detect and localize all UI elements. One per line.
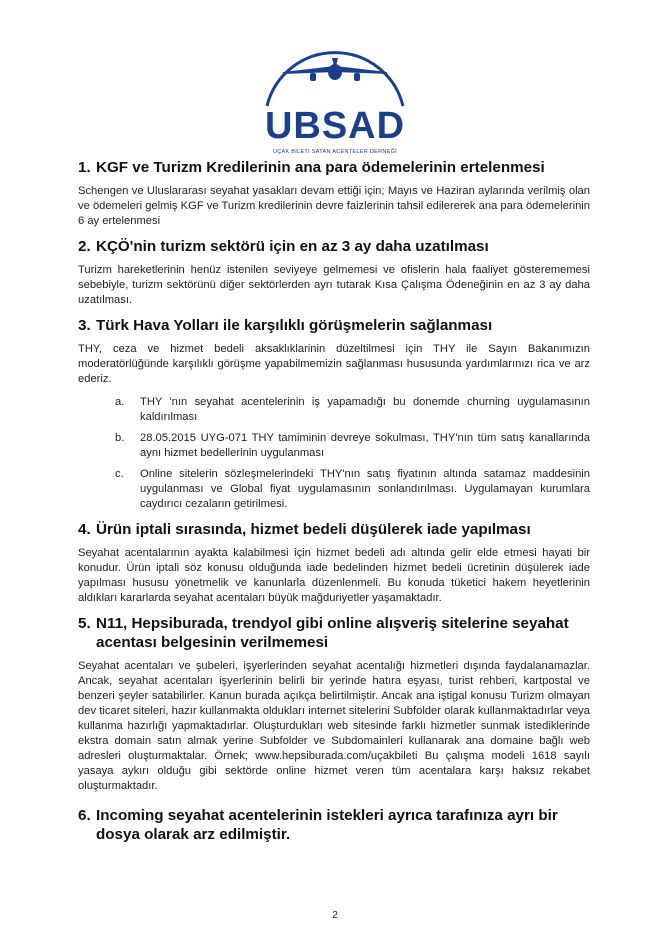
section-number: 3.	[78, 317, 91, 334]
section-number: 1.	[78, 159, 91, 176]
request-list	[78, 395, 590, 512]
list-marker: b.	[115, 432, 125, 444]
section-heading	[78, 158, 590, 177]
logo-name: UBSAD	[264, 105, 406, 147]
airplane-arc-icon	[255, 22, 415, 112]
section-title: N11, Hepsiburada, trendyol gibi online alışveriş sitelerine seyahat acentası belgesinin verilmemesi	[96, 615, 569, 651]
section-body: THY, ceza ve hizmet bedeli aksaklıklarinin düzeltilmesi için THY ile Sayın Bakanımızın moderatörlüğünde karşılıklı görüşme yapabilmemizin sağlanması hususunda yardımlarınızı rica ve arz ederiz.	[78, 343, 590, 385]
section-number: 4.	[78, 521, 91, 538]
section-number: 5.	[78, 615, 91, 632]
list-item-text: THY 'nın seyahat acentelerinin iş yapamadığı bu donemde churning uygulamasının kaldırılması	[140, 396, 590, 423]
list-item	[115, 431, 590, 461]
list-item-text: Online sitelerin sözleşmelerindeki THY'nın satış fiyatının altında satamaz maddesinin uygulanması ve Global fiyat uygulamasının sonlandırılması. Uygulamayan kurumlara caydırıcı cezaların getirilmesi.	[140, 468, 590, 510]
section-heading	[78, 806, 590, 844]
list-item	[115, 395, 590, 425]
section-body: Turizm hareketlerinin henüz istenilen seviyeye gelmemesi ve ofislerin hala faaliyet gösterememesi sebebiyle, turizm sektörünü diğer sektörlerden ayrı tutarak Kısa Çalışma Ödeneğinin en az 3 ay daha uzatılması.	[78, 264, 590, 306]
section-title: KÇÖ'nin turizm sektörü için en az 3 ay daha uzatılması	[96, 238, 489, 255]
list-item-text: 28.05.2015 UYG-071 THY tamiminin devreye sokulması, THY'nın tüm satış kanallarında aynı hizmet bedellerinin uygulanması	[140, 432, 590, 459]
section-body: Seyahat acentalarının ayakta kalabilmesi için hizmet bedeli adı altında gelir elde etmesi hayati bir konudur. Ürün iptali söz konusu olduğunda iade bedelinden hizmet bedeli ücretinin düşülerek iade yapılması hususu yönetmelik ve kanunlarla düzenlenmeli. Bu konuda tüketici hakem heyetlerinin aldıkları kararlarda seyahat acentaları büyük mağduriyetler yaşamaktadır.	[78, 547, 590, 604]
section-number: 6.	[78, 807, 91, 824]
section-title: Türk Hava Yolları ile karşılıklı görüşmelerin sağlanması	[96, 317, 493, 334]
section-heading	[78, 614, 590, 652]
section-heading	[78, 237, 590, 256]
section-number: 2.	[78, 238, 91, 255]
section-heading	[78, 520, 590, 539]
section-title: Incoming seyahat acentelerinin istekleri ayrıca tarafınıza ayrı bir dosya olarak arz edilmiştir.	[96, 807, 558, 843]
page-number: 2	[332, 910, 338, 921]
section-1	[78, 158, 590, 229]
document-content	[78, 158, 590, 852]
logo-subtitle: UÇAK BİLETİ SATAN ACENTELER DERNEĞİ	[273, 149, 397, 155]
section-4	[78, 520, 590, 606]
list-item	[115, 467, 590, 512]
list-marker: a.	[115, 396, 125, 408]
section-title: KGF ve Turizm Kredilerinin ana para ödemelerinin ertelenmesi	[96, 159, 545, 176]
ubsad-logo	[255, 22, 415, 155]
section-2	[78, 237, 590, 308]
section-body: Seyahat acentaları ve şubeleri, işyerlerinden seyahat acentalığı hizmetleri dışında faydalanamazlar. Ancak, seyahat acentaları işyerlerinin belirli bir yerinde hatıra eşyası, turist rehberi, kartpostal ve benzeri şeyler satabilirler. Kanun burada açıkça belirtilmiştir. Ancak ana iştigal konusu Turizm olmayan dev ticaret siteleri, hazır kullanmakta oldukları internet sitelerini Subfolder olarak kullanmaktadırlar veya kullanma hazırlığı yapmaktadırlar. Oluşturdukları web sitesinde farklı hizmetler sunmak istediklerinde ekstra domain satın almak yerine Subfolder ve Subdomainleri kullanarak ana domaine bağlı web adresleri oluşturmaktalar. Örnek; www.hepsiburada.com/uçakbileti Bu çalışma modeli 1618 sayılı yasaya aykırı olduğu gibi sektörde online hizmet veren tüm acentalara karşı haksız rekabet oluşturmaktadır.	[78, 660, 590, 792]
section-title: Ürün iptali sırasında, hizmet bedeli düşülerek iade yapılması	[96, 521, 531, 538]
section-heading	[78, 316, 590, 335]
section-3	[78, 316, 590, 512]
section-body: Schengen ve Uluslararası seyahat yasakları devam ettiği için; Mayıs ve Haziran aylarında verilmiş olan ve ödemeleri gelmiş KGF ve Turizm kredilerinin devre faizlerinin tahsil edilererek ana para ödemelerinin 6 ay ertelenmesi	[78, 185, 590, 227]
section-5	[78, 614, 590, 794]
section-6	[78, 806, 590, 844]
list-marker: c.	[115, 468, 124, 480]
